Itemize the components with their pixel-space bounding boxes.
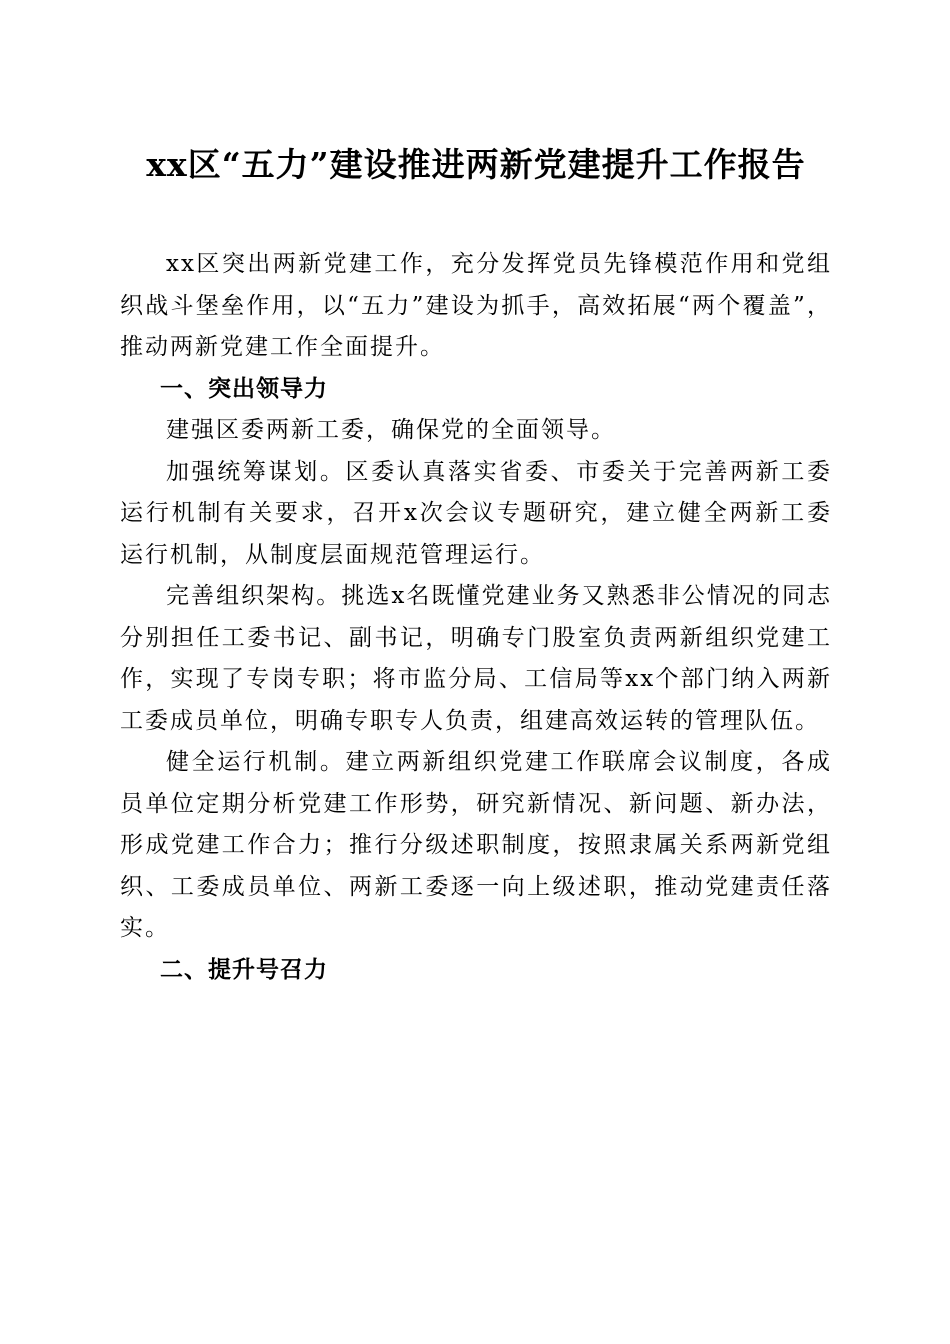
paragraph-organization: 完善组织架构。挑选x名既懂党建业务又熟悉非公情况的同志分别担任工委书记、副书记，明确专门股室负责两新组织党建工作，实现了专岗专职；将市监分局、工信局等xx个部门纳入两新工委成员单位，明确专职专人负责，组建高效运转的管理队伍。 [120, 583, 832, 734]
paragraph-mechanism: 健全运行机制。建立两新组织党建工作联席会议制度，各成员单位定期分析党建工作形势，研究新情况、新问题、新办法，形成党建工作合力；推行分级述职制度，按照隶属关系两新党组织、工委成员单位、两新工委逐一向上级述职，推动党建责任落实。 [120, 749, 832, 941]
section-heading-leadership: 一、突出领导力 [160, 375, 328, 402]
document-body [120, 244, 832, 991]
document-title: xx区“五力”建设推进两新党建提升工作报告 [146, 145, 806, 184]
paragraph-planning: 加强统筹谋划。区委认真落实省委、市委关于完善两新工委运行机制有关要求，召开x次会议专题研究，建立健全两新工委运行机制，从制度层面规范管理运行。 [120, 458, 832, 568]
document-page [120, 140, 832, 991]
intro-paragraph: xx区突出两新党建工作，充分发挥党员先锋模范作用和党组织战斗堡垒作用，以“五力”建设为抓手，高效拓展“两个覆盖”，推动两新党建工作全面提升。 [120, 251, 832, 360]
section-lead-paragraph: 建强区委两新工委，确保党的全面领导。 [166, 417, 616, 443]
section-heading-appeal: 二、提升号召力 [160, 956, 328, 983]
